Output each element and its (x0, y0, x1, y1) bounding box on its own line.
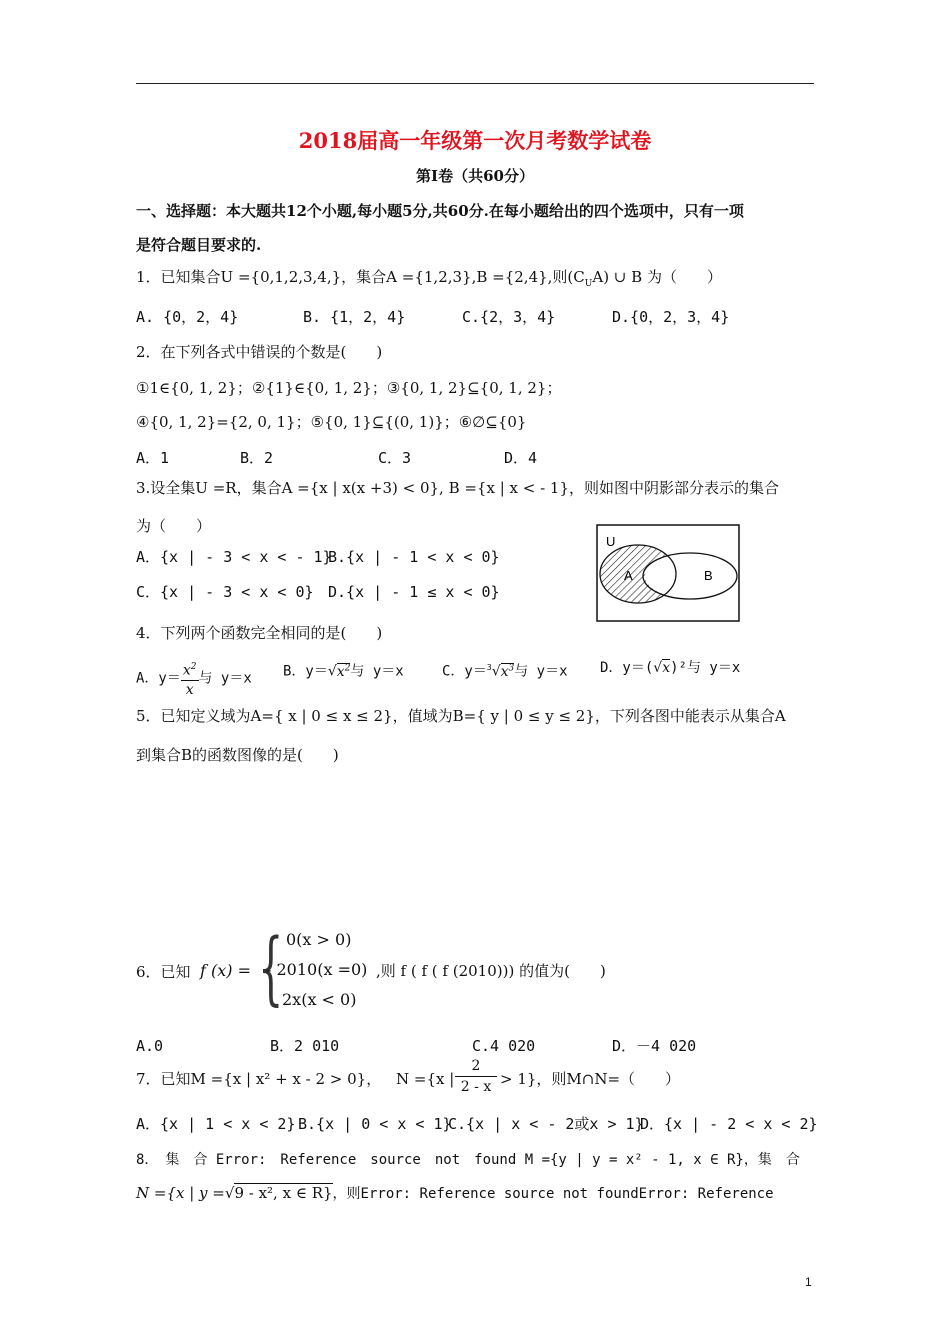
section-heading-line1: 一、选择题：本大题共12个小题,每小题5分,共60分.在每小题给出的四个选项中，只有一项 (136, 202, 744, 220)
q7-option-d: D．{x | - 2 < x < 2} (640, 1115, 818, 1133)
q1-stem-tail: A) ∪ B 为（ ） (592, 268, 722, 286)
q6-option-a: A.0 (136, 1037, 164, 1055)
q8-line2-a: N ={x | y = (136, 1184, 225, 1202)
q8-line-1: 8． 集 合 Error: Reference source not found M ={y | y = x² - 1, x ∈ R}，集 合 (136, 1152, 800, 1168)
q4-option-a (136, 658, 252, 699)
q1-option-b: B. {1，2，4} (303, 308, 406, 326)
venn-diagram (596, 524, 740, 622)
q1-stem-sub: U (584, 279, 593, 289)
q7-option-a: A．{x | 1 < x < 2} (136, 1115, 296, 1133)
section-subtitle: 第Ⅰ卷（共60分） (416, 167, 534, 185)
venn-u-label: U (606, 534, 616, 549)
q6-prefix: 6．已知 (136, 963, 191, 981)
q8-sqrt-sign: √ (224, 1184, 235, 1202)
q4-a-prefix: A．y＝ (136, 670, 181, 687)
question-3-stem-cont: 为（ ） (136, 517, 212, 535)
q4-a-fraction: $\frac{x^2}{x}$ (181, 658, 199, 699)
q6-tail: ,则 f ( f ( f (2010))) 的值为( ) (376, 962, 606, 980)
question-1-stem (136, 267, 722, 294)
page-title: 2018届高一年级第一次月考数学试卷 (298, 128, 652, 153)
q2-option-a: A．1 (136, 449, 170, 467)
q7-fraction (455, 1056, 497, 1097)
q1-option-a: A. {0，2，4} (136, 308, 239, 326)
venn-a-label: A (624, 568, 633, 583)
q6-function: f (x) = (200, 961, 252, 980)
q6-case-2: - 2010(x =0) (266, 960, 368, 979)
piecewise-brace: { (258, 921, 284, 1014)
q3-option-b: B.{x | - 1 < x < 0} (328, 548, 500, 566)
q1-stem-text: 1．已知集合U ={0,1,2,3,4,}，集合A ={1,2,3},B ={2,4},则(C (136, 268, 585, 286)
q2-statements-row1: ①1∈{0, 1, 2}；②{1}∈{0, 1, 2}；③{0, 1, 2}⊆{0, 1, 2}； (136, 379, 562, 397)
top-rule (136, 83, 814, 84)
q8-line2-b: ，则Error: Reference source not foundError: Reference (332, 1186, 774, 1202)
q3-option-a: A．{x | - 3 < x < - 1} (136, 548, 332, 566)
q7-option-b: B.{x | 0 < x < 1} (298, 1115, 452, 1133)
question-5-stem-cont: 到集合B的函数图像的是( ) (136, 746, 339, 764)
q3-option-d: D.{x | - 1 ≤ x < 0} (328, 583, 500, 601)
question-2-stem: 2．在下列各式中错误的个数是( ) (136, 343, 383, 361)
q1-option-c: C.{2，3，4} (462, 308, 556, 326)
q7-fraction-numerator: 2 (455, 1056, 497, 1077)
q2-option-b: B．2 (240, 449, 274, 467)
q2-option-d: D．4 (504, 449, 538, 467)
q4-option-b: B．$y=√x^2$与 y＝x (283, 663, 404, 680)
question-3-stem: 3.设全集U =R，集合A ={x | x(x +3) < 0}, B ={x | x < - 1}，则如图中阴影部分表示的集合 (136, 479, 780, 497)
q7-stem-b: N ={x | (396, 1070, 455, 1088)
q4-option-c: C．$y=^3√x^3$与 y＝x (442, 663, 568, 680)
q1-option-d: D.{0，2，3，4} (612, 308, 730, 326)
q7-stem-a: 7．已知M ={x | x² + x - 2 > 0}， (136, 1070, 382, 1088)
venn-b-label: B (704, 568, 713, 583)
q7-stem-c: > 1}，则M∩N=（ ） (500, 1070, 681, 1088)
question-5-stem: 5．已知定义域为A={ x | 0 ≤ x ≤ 2}，值域为B={ y | 0 ≤ y ≤ 2}，下列各图中能表示从集合A (136, 707, 786, 725)
q2-option-c: C．3 (378, 449, 412, 467)
q6-case-3: 2x(x < 0) (282, 990, 357, 1009)
q8-line2-rad: 9 - x², x ∈ R} (234, 1184, 333, 1202)
q8-line-2 (136, 1183, 774, 1204)
q7-fraction-denominator: 2 - x (460, 1079, 492, 1095)
question-4-stem: 4．下列两个函数完全相同的是( ) (136, 624, 383, 642)
q4-option-d: D．y＝(√x)²与 y＝x (600, 660, 741, 676)
q3-option-c: C．{x | - 3 < x < 0} (136, 583, 314, 601)
q7-option-c: C.{x | x < - 2或x > 1} (448, 1115, 644, 1133)
q2-statements-row2: ④{0, 1, 2}={2, 0, 1}；⑤{0, 1}⊆{(0, 1)}；⑥∅⊆{0} (136, 413, 527, 431)
q6-case-1: 0(x > 0) (286, 930, 352, 949)
page-number: 1 (805, 1275, 812, 1289)
q6-option-c: C.4 020 (472, 1037, 536, 1055)
q6-option-b: B．2 010 (270, 1037, 340, 1055)
q6-option-d: D．－4 020 (612, 1037, 697, 1055)
q4-a-tail: 与 y＝x (198, 670, 252, 687)
section-heading-line2: 是符合题目要求的. (136, 236, 262, 254)
